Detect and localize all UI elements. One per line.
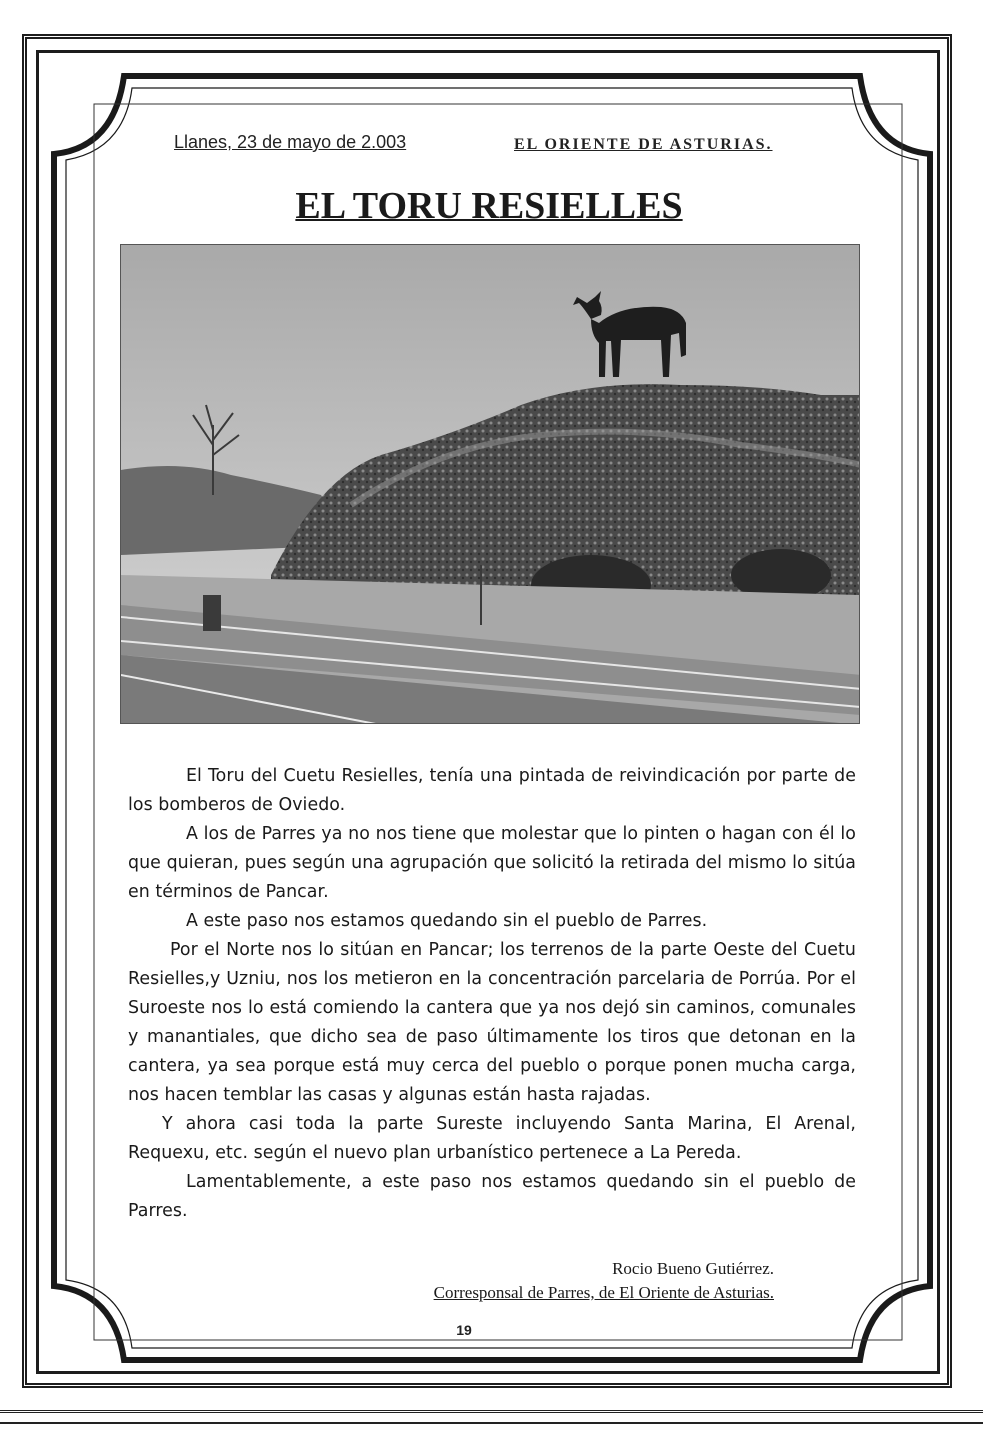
signature-block <box>354 1257 774 1305</box>
dateline: Llanes, 23 de mayo de 2.003 <box>174 132 407 152</box>
author-role: Corresponsal de Parres, de El Oriente de Asturias. <box>433 1283 774 1302</box>
author-name: Rocio Bueno Gutiérrez. <box>612 1259 774 1278</box>
page-number: 19 <box>456 1322 472 1338</box>
article-body <box>128 762 856 1226</box>
bull-hill-photo <box>120 244 860 724</box>
clipping-header <box>174 132 814 162</box>
article-paragraph: Y ahora casi toda la parte Sureste incluyendo Santa Marina, El Arenal, Requexu, etc. según el nuevo plan urbanístico pertenece a La Pereda. <box>128 1114 856 1163</box>
article-paragraph: Lamentablemente, a este paso nos estamos quedando sin el pueblo de Parres. <box>128 1172 856 1221</box>
article-paragraph: A este paso nos estamos quedando sin el pueblo de Parres. <box>186 911 708 931</box>
newspaper-name: EL ORIENTE DE ASTURIAS. <box>514 136 773 153</box>
article-paragraph: El Toru del Cuetu Resielles, tenía una pintada de reivindicación por parte de los bomberos de Oviedo. <box>128 766 856 815</box>
article-paragraph: A los de Parres ya no nos tiene que molestar que lo pinten o hagan con él lo que quieran, pues según una agrupación que solicitó la retirada del mismo lo sitúa en términos de Pancar. <box>128 824 856 902</box>
article-paragraph: Por el Norte nos lo sitúan en Pancar; los terrenos de la parte Oeste del Cuetu Resielles,y Uzniu, nos los metieron en la concentración parcelaria de Porrúa. Por el Suroeste nos lo está comiendo la cantera que ya nos dejó sin caminos, comunales y manantiales, que dicho sea de paso últimamente los tiros que detonan en la cantera, ya sea porque está muy cerca del pueblo o porque ponen mucha carga, nos hacen temblar las casas y algunas están hasta rajadas. <box>128 940 856 1105</box>
headline: EL TORU RESIELLES <box>295 185 683 227</box>
